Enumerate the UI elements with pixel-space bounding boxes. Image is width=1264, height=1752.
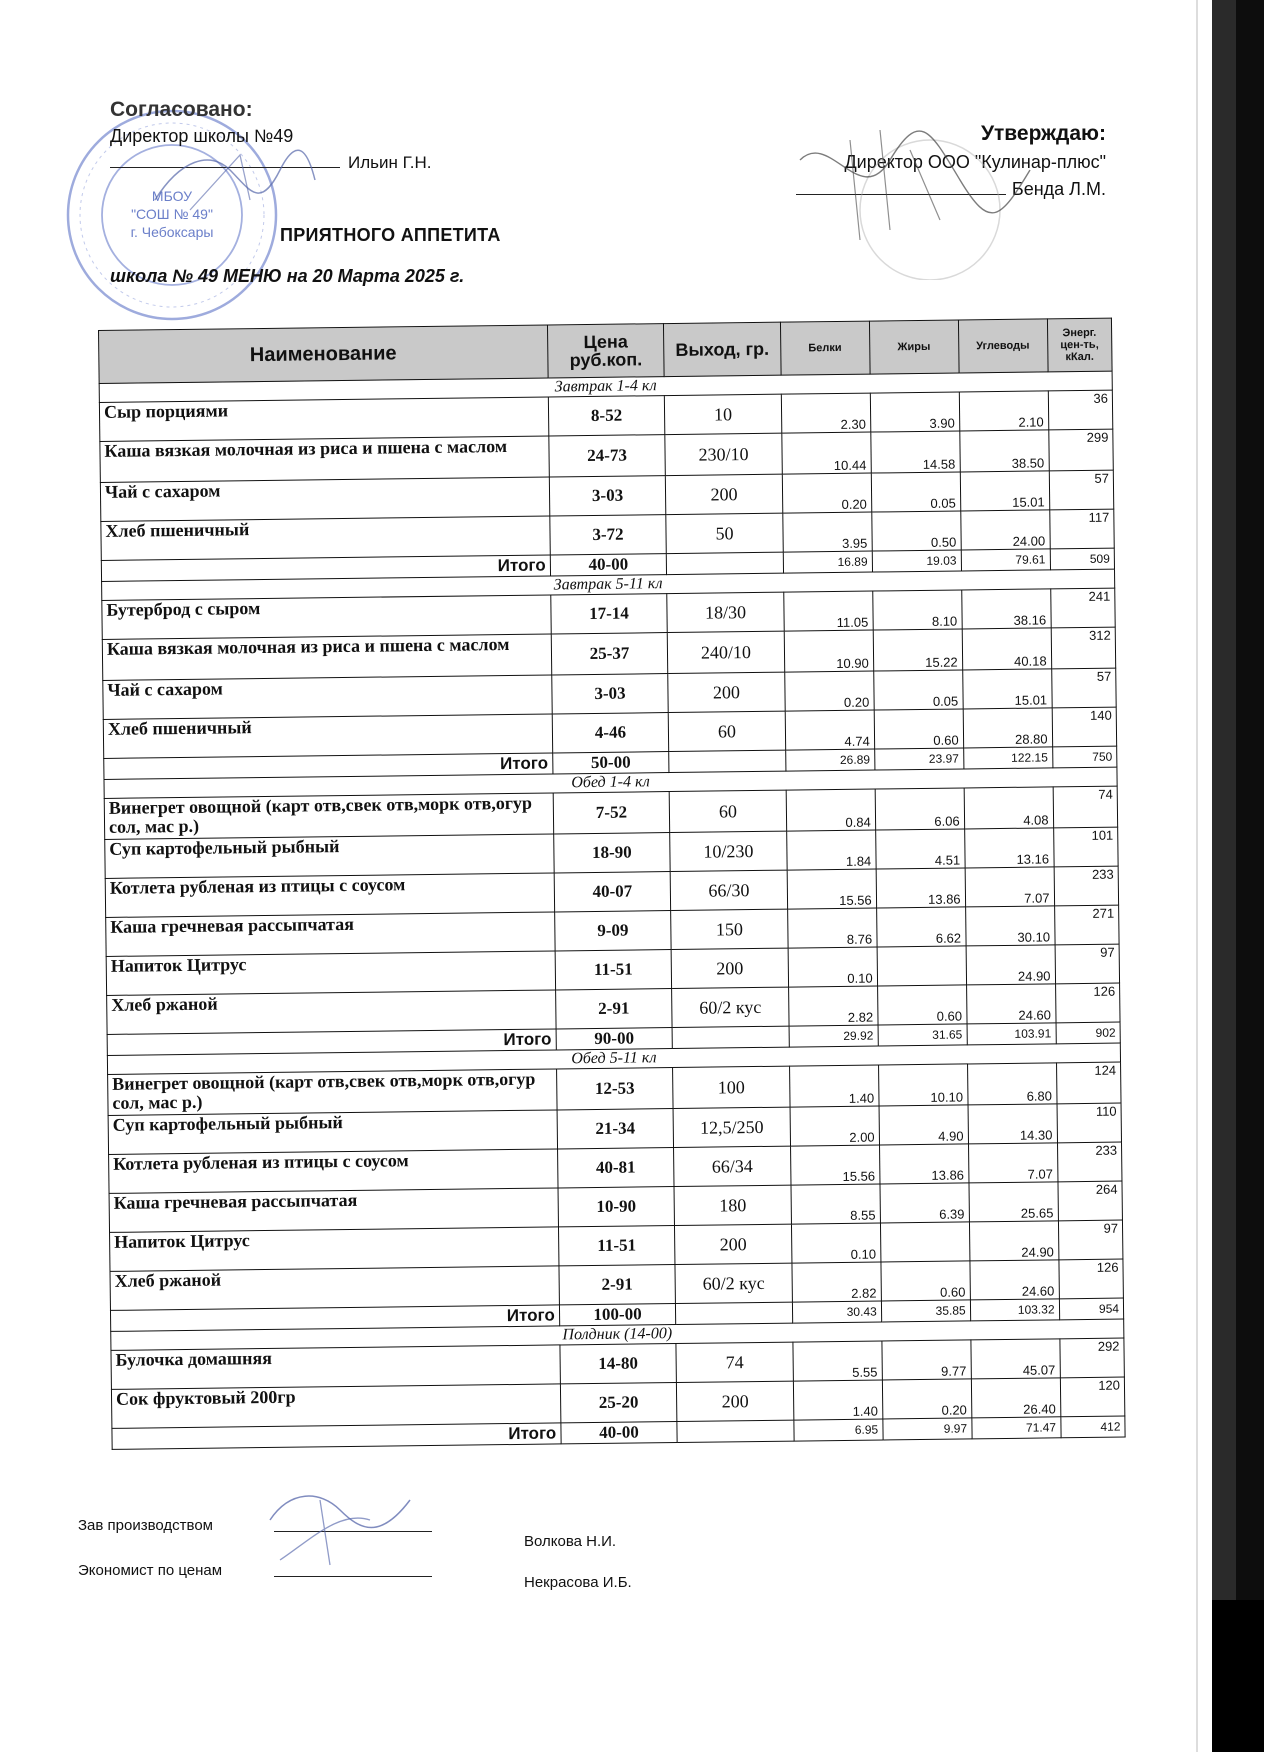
bon-appetit-heading: ПРИЯТНОГО АППЕТИТА — [280, 225, 501, 245]
dish-output: 240/10 — [667, 631, 784, 673]
total-carbs: 103.32 — [970, 1299, 1059, 1321]
dish-output: 50 — [666, 513, 783, 553]
dish-protein: 11.05 — [784, 591, 873, 631]
dish-kcal: 110 — [1057, 1103, 1122, 1143]
dish-kcal: 126 — [1058, 1259, 1123, 1299]
dish-price: 2-91 — [555, 989, 672, 1029]
dish-carbs: 24.60 — [966, 984, 1055, 1024]
dish-carbs: 38.50 — [959, 430, 1048, 472]
dish-carbs: 7.07 — [968, 1143, 1057, 1183]
dish-protein: 8.76 — [787, 908, 876, 948]
dish-protein: 0.20 — [784, 671, 873, 711]
page-edge — [1196, 0, 1198, 1752]
dish-carbs: 2.10 — [959, 391, 1048, 431]
dish-fat: 0.60 — [881, 1261, 970, 1301]
total-protein: 6.95 — [794, 1419, 883, 1441]
dish-carbs: 24.90 — [966, 945, 1055, 985]
company-signature — [790, 120, 1040, 280]
stamp-line-1: МБОУ — [151, 188, 193, 204]
dish-kcal: 101 — [1053, 827, 1118, 867]
dish-protein: 4.74 — [785, 710, 874, 750]
total-kcal: 902 — [1056, 1022, 1121, 1044]
dish-kcal: 97 — [1055, 944, 1120, 984]
dish-fat: 8.10 — [872, 590, 961, 630]
dish-protein: 5.55 — [793, 1341, 882, 1381]
dish-price: 2-91 — [559, 1265, 676, 1305]
dish-fat: 6.39 — [880, 1183, 969, 1223]
total-price: 90-00 — [556, 1028, 673, 1050]
dish-output: 10 — [665, 394, 782, 434]
dish-protein: 8.55 — [791, 1184, 880, 1224]
dish-kcal: 264 — [1058, 1181, 1123, 1221]
director-signature — [150, 140, 320, 230]
total-kcal: 750 — [1052, 746, 1117, 768]
dish-name: Чай с сахаром — [103, 675, 552, 719]
dish-output: 10/230 — [670, 831, 787, 871]
section-title: Завтрак 1-4 кл — [99, 371, 1112, 402]
dish-output: 66/30 — [670, 870, 787, 910]
dish-carbs: 7.07 — [965, 867, 1054, 907]
dish-output: 200 — [666, 474, 783, 514]
total-price: 40-00 — [550, 554, 667, 576]
dish-fat: 15.22 — [873, 629, 962, 671]
dish-fat: 13.86 — [876, 868, 965, 908]
dish-kcal: 241 — [1050, 588, 1115, 628]
dish-protein: 0.20 — [782, 473, 871, 513]
col-output: Выход, гр. — [664, 322, 781, 376]
dish-protein: 2.00 — [790, 1106, 879, 1146]
dish-output: 18/30 — [667, 592, 784, 632]
dish-name: Бутерброд с сыром — [102, 595, 551, 639]
dish-carbs: 28.80 — [963, 708, 1052, 748]
dish-output: 60/2 кус — [675, 1263, 792, 1303]
dish-name: Каша гречневая рассыпчатая — [106, 912, 555, 956]
col-price: Цена руб.коп. — [547, 324, 664, 378]
dish-price: 14-80 — [560, 1344, 677, 1384]
total-fat: 35.85 — [881, 1300, 970, 1322]
dish-fat: 6.62 — [876, 907, 965, 947]
dish-kcal: 57 — [1051, 668, 1116, 708]
dish-carbs: 14.30 — [968, 1104, 1057, 1144]
dish-kcal: 57 — [1049, 470, 1114, 510]
dish-price: 25-20 — [560, 1383, 677, 1423]
dish-protein: 15.56 — [787, 869, 876, 909]
economist-name: Некрасова И.Б. — [524, 1574, 632, 1591]
dish-protein: 0.84 — [786, 789, 875, 831]
dish-protein: 2.82 — [788, 986, 877, 1026]
dish-price: 11-51 — [558, 1226, 675, 1266]
col-carbs: Углеводы — [958, 319, 1048, 373]
total-fat: 9.97 — [883, 1418, 972, 1440]
total-price: 50-00 — [552, 752, 669, 774]
section-title: Обед 5-11 кл — [107, 1043, 1120, 1074]
total-label: Итого — [101, 555, 550, 581]
production-signature — [260, 1480, 420, 1570]
total-price: 40-00 — [561, 1422, 678, 1444]
dish-protein: 1.40 — [789, 1065, 878, 1107]
dish-fat: 14.58 — [870, 431, 959, 473]
dish-price: 7-52 — [553, 792, 670, 834]
total-fat: 23.97 — [874, 748, 963, 770]
col-energy: Энерг. цен-ть, кКал. — [1047, 318, 1112, 372]
dish-fat: 4.90 — [879, 1105, 968, 1145]
dish-name: Напиток Цитрус — [110, 1227, 559, 1271]
total-carbs: 79.61 — [961, 549, 1050, 571]
approve-position: Директор ООО "Кулинар-плюс" — [844, 152, 1106, 172]
dish-price: 9-09 — [554, 911, 671, 951]
dish-output: 60/2 кус — [672, 987, 789, 1027]
total-label: Итого — [112, 1423, 561, 1449]
dish-fat: 0.50 — [871, 511, 960, 551]
dish-price: 4-46 — [552, 713, 669, 753]
dish-price: 24-73 — [549, 435, 666, 477]
total-protein: 29.92 — [789, 1025, 878, 1047]
dish-fat: 0.60 — [874, 709, 963, 749]
agreed-name: Ильин Г.Н. — [348, 153, 432, 172]
dish-fat: 0.60 — [877, 985, 966, 1025]
dish-fat: 0.05 — [873, 670, 962, 710]
dish-output: 230/10 — [665, 433, 782, 475]
dish-name: Булочка домашняя — [111, 1345, 560, 1389]
dish-fat — [877, 946, 966, 986]
production-label: Зав производством — [78, 1517, 213, 1534]
dish-carbs: 15.01 — [962, 669, 1051, 709]
dish-kcal: 97 — [1058, 1220, 1123, 1260]
total-kcal: 954 — [1059, 1298, 1124, 1320]
total-carbs: 71.47 — [971, 1417, 1060, 1439]
dish-name: Каша вязкая молочная из риса и пшена с маслом — [100, 436, 549, 482]
section-title: Полдник (14-00) — [111, 1319, 1124, 1350]
dish-name: Винегрет овощной (карт отв,свек отв,морк отв,огур сол, мас р.) — [104, 793, 553, 839]
agreed-title: Согласовано: — [110, 98, 253, 121]
total-fat: 31.65 — [878, 1024, 967, 1046]
menu-table — [98, 318, 1126, 1450]
dish-fat: 0.05 — [871, 472, 960, 512]
dish-price: 40-81 — [557, 1148, 674, 1188]
dish-fat: 0.20 — [882, 1379, 971, 1419]
production-name: Волкова Н.И. — [524, 1533, 617, 1550]
dish-carbs: 45.07 — [971, 1339, 1060, 1379]
total-protein: 26.89 — [785, 749, 874, 771]
dish-name: Хлеб ржаной — [107, 990, 556, 1034]
agreed-position: Директор школы №49 — [110, 126, 294, 146]
dish-output: 200 — [671, 948, 788, 988]
dish-price: 3-03 — [551, 674, 668, 714]
menu-table-body — [99, 371, 1125, 1449]
approve-title: Утверждаю: — [980, 122, 1106, 145]
dish-output: 60 — [668, 711, 785, 751]
dish-output: 180 — [674, 1185, 791, 1225]
dish-carbs: 6.80 — [967, 1063, 1056, 1105]
economist-label: Экономист по ценам — [78, 1562, 223, 1579]
dish-kcal: 74 — [1053, 786, 1118, 828]
dish-name: Сок фруктовый 200гр — [111, 1384, 560, 1428]
dish-name: Хлеб ржаной — [110, 1266, 559, 1310]
dish-fat: 10.10 — [878, 1064, 967, 1106]
dish-protein: 2.30 — [781, 393, 870, 433]
dish-fat: 13.86 — [879, 1144, 968, 1184]
signature-underline — [274, 1576, 432, 1577]
dish-name: Котлета рубленая из птицы с соусом — [109, 1149, 558, 1193]
dish-protein: 10.44 — [782, 432, 871, 474]
total-label: Итого — [110, 1305, 559, 1331]
dish-kcal: 312 — [1051, 627, 1116, 669]
dish-kcal: 126 — [1055, 983, 1120, 1023]
dish-name: Сыр порциями — [99, 397, 548, 441]
dish-output: 60 — [669, 790, 786, 832]
dish-output: 66/34 — [674, 1146, 791, 1186]
dish-carbs: 24.00 — [960, 510, 1049, 550]
dish-carbs: 24.60 — [970, 1260, 1059, 1300]
total-output-empty — [676, 1302, 793, 1324]
dish-price: 11-51 — [555, 950, 672, 990]
dish-carbs: 15.01 — [960, 471, 1049, 511]
total-carbs: 103.91 — [967, 1023, 1056, 1045]
dish-protein: 1.84 — [786, 830, 875, 870]
dish-protein: 1.40 — [793, 1380, 882, 1420]
dish-kcal: 120 — [1060, 1377, 1125, 1417]
dish-price: 12-53 — [556, 1068, 673, 1110]
stamp-line-3: г. Чебоксары — [130, 224, 214, 240]
approve-name: Бенда Л.М. — [1011, 179, 1106, 199]
total-fat: 19.03 — [872, 550, 961, 572]
dish-protein: 10.90 — [784, 630, 873, 672]
dish-carbs: 25.65 — [969, 1182, 1058, 1222]
dish-fat — [880, 1222, 969, 1262]
dish-carbs: 38.16 — [961, 589, 1050, 629]
dish-price: 3-72 — [550, 515, 667, 555]
dish-output: 150 — [671, 909, 788, 949]
dish-name: Котлета рубленая из птицы с соусом — [105, 873, 554, 917]
dish-price: 21-34 — [557, 1109, 674, 1149]
total-kcal: 412 — [1060, 1416, 1125, 1438]
dish-carbs: 26.40 — [971, 1378, 1060, 1418]
dish-name: Каша вязкая молочная из риса и пшена с маслом — [102, 634, 551, 680]
dish-protein: 3.95 — [783, 512, 872, 552]
dish-kcal: 299 — [1048, 429, 1113, 471]
total-output-empty — [677, 1420, 794, 1442]
dish-fat: 9.77 — [882, 1340, 971, 1380]
dish-output: 200 — [668, 672, 785, 712]
dish-fat: 6.06 — [875, 788, 964, 830]
total-label: Итого — [104, 753, 553, 779]
dish-name: Напиток Цитрус — [106, 951, 555, 995]
dish-output: 12,5/250 — [673, 1107, 790, 1147]
dish-fat: 4.51 — [875, 829, 964, 869]
dish-carbs: 40.18 — [962, 628, 1051, 670]
dish-kcal: 233 — [1054, 866, 1119, 906]
dish-protein: 0.10 — [791, 1223, 880, 1263]
total-output-empty — [669, 750, 786, 772]
section-title: Завтрак 5-11 кл — [102, 569, 1115, 600]
dish-kcal: 117 — [1049, 509, 1114, 549]
dish-output: 74 — [676, 1342, 793, 1382]
dish-price: 40-07 — [554, 872, 671, 912]
dish-carbs: 30.10 — [965, 906, 1054, 946]
dish-kcal: 124 — [1056, 1062, 1121, 1104]
total-output-empty — [667, 552, 784, 574]
dish-name: Чай с сахаром — [100, 477, 549, 521]
total-price: 100-00 — [559, 1304, 676, 1326]
dish-kcal: 292 — [1059, 1338, 1124, 1378]
total-protein: 30.43 — [792, 1301, 881, 1323]
dish-price: 18-90 — [553, 833, 670, 873]
col-name: Наименование — [99, 325, 548, 383]
scanner-border-dark — [1236, 0, 1264, 1752]
dish-output: 200 — [675, 1224, 792, 1264]
total-label: Итого — [107, 1029, 556, 1055]
col-protein: Белки — [780, 321, 870, 375]
footer-production — [78, 1517, 617, 1550]
dish-protein: 0.10 — [788, 947, 877, 987]
dish-name: Хлеб пшеничный — [103, 714, 552, 758]
dish-name: Суп картофельный рыбный — [108, 1110, 557, 1154]
footer-economist — [78, 1562, 632, 1591]
total-kcal: 509 — [1050, 548, 1115, 570]
dish-fat: 3.90 — [870, 392, 959, 432]
dish-price: 3-03 — [549, 476, 666, 516]
total-carbs: 122.15 — [963, 747, 1052, 769]
dish-kcal: 233 — [1057, 1142, 1122, 1182]
menu-date-line: школа № 49 МЕНЮ на 20 Марта 2025 г. — [110, 266, 465, 286]
total-output-empty — [672, 1026, 789, 1048]
dish-protein: 15.56 — [790, 1145, 879, 1185]
dish-protein: 2.82 — [792, 1262, 881, 1302]
dish-price: 8-52 — [548, 396, 665, 436]
dish-kcal: 271 — [1054, 905, 1119, 945]
dish-output: 200 — [677, 1381, 794, 1421]
dish-kcal: 36 — [1048, 390, 1113, 430]
dish-kcal: 140 — [1052, 707, 1117, 747]
dish-price: 17-14 — [551, 594, 668, 634]
dish-price: 10-90 — [558, 1187, 675, 1227]
stamp-line-2: "СОШ № 49" — [131, 206, 213, 222]
section-title: Обед 1-4 кл — [104, 767, 1117, 798]
dish-price: 25-37 — [551, 633, 668, 675]
dish-name: Каша гречневая рассыпчатая — [109, 1188, 558, 1232]
dish-carbs: 13.16 — [964, 828, 1053, 868]
dish-name: Хлеб пшеничный — [101, 516, 550, 560]
dish-name: Суп картофельный рыбный — [105, 834, 554, 878]
total-protein: 16.89 — [783, 551, 872, 573]
col-fat: Жиры — [869, 320, 959, 374]
dish-carbs: 4.08 — [964, 787, 1053, 829]
dish-carbs: 24.90 — [969, 1221, 1058, 1261]
dish-output: 100 — [673, 1066, 790, 1108]
scanner-corner — [1212, 1600, 1264, 1752]
dish-name: Винегрет овощной (карт отв,свек отв,морк отв,огур сол, мас р.) — [108, 1069, 557, 1115]
